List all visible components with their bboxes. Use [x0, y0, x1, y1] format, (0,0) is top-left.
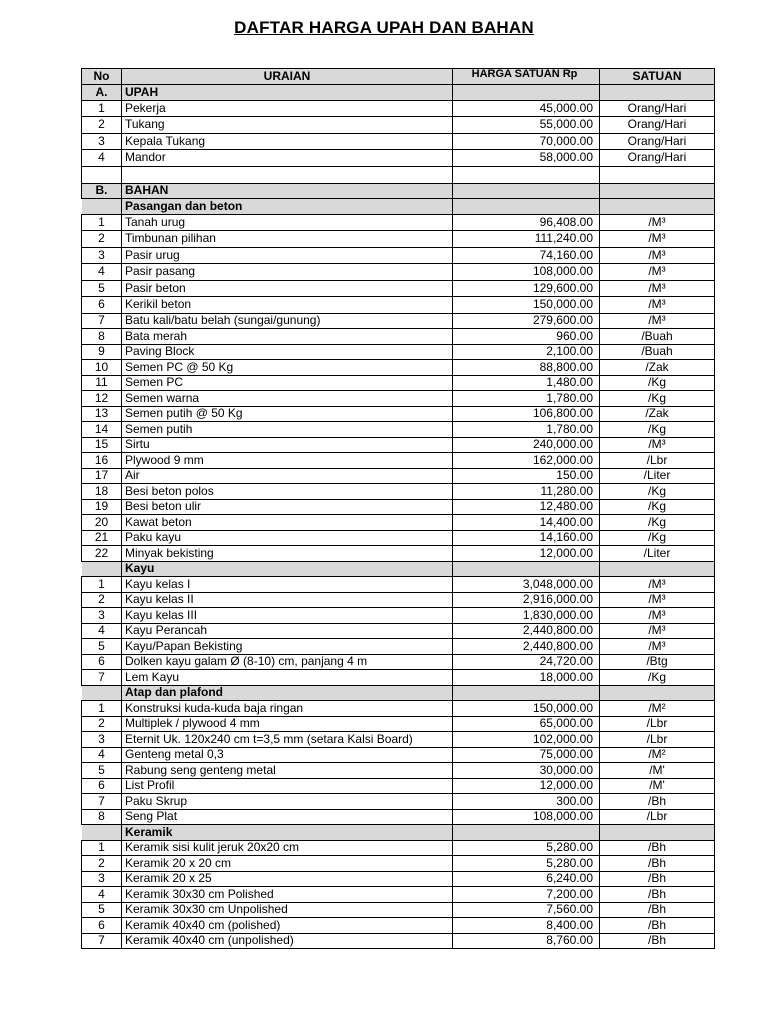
item-number: 7 [82, 933, 122, 949]
table-row [82, 391, 715, 407]
section-empty-cell [600, 183, 715, 199]
subsection-title: Kayu [122, 561, 453, 577]
header-uraian: URAIAN [122, 69, 453, 85]
section-code: B. [82, 183, 122, 199]
table-row [82, 840, 715, 856]
item-unit: /Buah [600, 344, 715, 360]
item-unit: /Kg [600, 530, 715, 546]
item-number: 20 [82, 515, 122, 531]
item-description: Semen putih [122, 422, 453, 438]
table-row [82, 654, 715, 670]
item-unit-price: 279,600.00 [453, 313, 600, 329]
item-number: 3 [82, 247, 122, 264]
item-unit-price: 30,000.00 [453, 763, 600, 779]
item-number: 12 [82, 391, 122, 407]
item-number: 7 [82, 794, 122, 810]
item-description: Mandor [122, 150, 453, 167]
item-unit-price: 58,000.00 [453, 150, 600, 167]
table-row [82, 577, 715, 593]
item-description: Kayu kelas II [122, 592, 453, 608]
item-number: 18 [82, 484, 122, 500]
item-description: Pasir beton [122, 280, 453, 297]
subsection-empty-cell [600, 199, 715, 215]
item-description: Bata merah [122, 329, 453, 345]
blank-cell [82, 166, 122, 183]
table-row [82, 280, 715, 297]
item-number: 5 [82, 763, 122, 779]
item-number: 4 [82, 623, 122, 639]
item-unit: /Zak [600, 360, 715, 376]
item-unit-price: 1,480.00 [453, 375, 600, 391]
table-row [82, 592, 715, 608]
item-unit: /Kg [600, 499, 715, 515]
table-row [82, 732, 715, 748]
table-row [82, 530, 715, 546]
item-unit: /M³ [600, 214, 715, 231]
item-unit-price: 1,780.00 [453, 391, 600, 407]
item-unit: /M³ [600, 231, 715, 248]
item-unit: /Bh [600, 840, 715, 856]
item-description: Keramik 20 x 20 cm [122, 856, 453, 872]
item-unit: /Lbr [600, 453, 715, 469]
table-row [82, 453, 715, 469]
subsection-empty-cell [600, 685, 715, 701]
item-number: 5 [82, 639, 122, 655]
item-number: 21 [82, 530, 122, 546]
item-description: Rabung seng genteng metal [122, 763, 453, 779]
item-description: Keramik 40x40 cm (unpolished) [122, 933, 453, 949]
item-description: Semen warna [122, 391, 453, 407]
item-unit-price: 111,240.00 [453, 231, 600, 248]
item-number: 8 [82, 329, 122, 345]
item-unit: /M² [600, 701, 715, 717]
table-row [82, 778, 715, 794]
table-header-row [82, 69, 715, 85]
item-description: Dolken kayu galam Ø (8-10) cm, panjang 4 m [122, 654, 453, 670]
table-row [82, 214, 715, 231]
item-description: Pasir urug [122, 247, 453, 264]
item-unit-price: 12,000.00 [453, 778, 600, 794]
item-unit-price: 55,000.00 [453, 117, 600, 134]
item-description: Keramik sisi kulit jeruk 20x20 cm [122, 840, 453, 856]
item-unit-price: 1,780.00 [453, 422, 600, 438]
table-row [82, 794, 715, 810]
item-description: Semen PC @ 50 Kg [122, 360, 453, 376]
subsection-empty-cell [600, 561, 715, 577]
item-unit: /M' [600, 763, 715, 779]
table-row [82, 264, 715, 281]
item-unit: /M³ [600, 280, 715, 297]
item-description: Paku Skrup [122, 794, 453, 810]
subsection-empty-cell [82, 561, 122, 577]
item-unit-price: 2,440,800.00 [453, 639, 600, 655]
header-satuan: SATUAN [600, 69, 715, 85]
subsection-row [82, 685, 715, 701]
item-unit-price: 70,000.00 [453, 133, 600, 150]
item-unit: /M³ [600, 623, 715, 639]
item-number: 6 [82, 918, 122, 934]
table-row [82, 933, 715, 949]
item-unit-price: 162,000.00 [453, 453, 600, 469]
item-description: Genteng metal 0,3 [122, 747, 453, 763]
table-row [82, 902, 715, 918]
price-table-body [82, 69, 715, 949]
item-description: Keramik 30x30 cm Polished [122, 887, 453, 903]
item-number: 7 [82, 313, 122, 329]
item-unit: /Liter [600, 468, 715, 484]
item-number: 5 [82, 902, 122, 918]
item-number: 11 [82, 375, 122, 391]
section-code: A. [82, 85, 122, 101]
item-description: Kayu kelas III [122, 608, 453, 624]
item-unit-price: 18,000.00 [453, 670, 600, 686]
subsection-title: Pasangan dan beton [122, 199, 453, 215]
item-description: Tukang [122, 117, 453, 134]
item-description: Semen putih @ 50 Kg [122, 406, 453, 422]
item-description: Paku kayu [122, 530, 453, 546]
table-row [82, 608, 715, 624]
item-unit-price: 240,000.00 [453, 437, 600, 453]
item-description: Air [122, 468, 453, 484]
item-unit-price: 5,280.00 [453, 856, 600, 872]
item-description: Keramik 20 x 25 [122, 871, 453, 887]
item-unit-price: 45,000.00 [453, 100, 600, 117]
item-unit: /Kg [600, 515, 715, 531]
item-unit: /M³ [600, 313, 715, 329]
item-number: 6 [82, 778, 122, 794]
item-unit: /Bh [600, 933, 715, 949]
item-unit-price: 7,560.00 [453, 902, 600, 918]
item-unit: /Lbr [600, 716, 715, 732]
subsection-empty-cell [82, 199, 122, 215]
item-number: 2 [82, 592, 122, 608]
item-number: 5 [82, 280, 122, 297]
item-number: 14 [82, 422, 122, 438]
item-unit: /Btg [600, 654, 715, 670]
item-unit-price: 300.00 [453, 794, 600, 810]
item-unit: /M³ [600, 577, 715, 593]
table-row [82, 701, 715, 717]
subsection-empty-cell [453, 685, 600, 701]
table-row [82, 623, 715, 639]
item-unit-price: 3,048,000.00 [453, 577, 600, 593]
item-unit: /M³ [600, 437, 715, 453]
item-unit-price: 8,760.00 [453, 933, 600, 949]
item-number: 3 [82, 871, 122, 887]
item-unit-price: 106,800.00 [453, 406, 600, 422]
item-number: 2 [82, 716, 122, 732]
item-description: Sirtu [122, 437, 453, 453]
item-unit-price: 14,160.00 [453, 530, 600, 546]
item-unit: /M² [600, 747, 715, 763]
subsection-row [82, 561, 715, 577]
item-unit-price: 150.00 [453, 468, 600, 484]
blank-cell [600, 166, 715, 183]
item-number: 10 [82, 360, 122, 376]
table-row [82, 422, 715, 438]
item-unit: /Lbr [600, 732, 715, 748]
item-unit-price: 88,800.00 [453, 360, 600, 376]
item-number: 6 [82, 654, 122, 670]
table-row [82, 437, 715, 453]
table-row [82, 247, 715, 264]
subsection-empty-cell [600, 825, 715, 841]
subsection-empty-cell [82, 825, 122, 841]
item-number: 1 [82, 214, 122, 231]
item-description: Pasir pasang [122, 264, 453, 281]
item-description: Lem Kayu [122, 670, 453, 686]
item-unit-price: 108,000.00 [453, 264, 600, 281]
item-unit: /Buah [600, 329, 715, 345]
item-unit: /Bh [600, 871, 715, 887]
header-harga-satuan: HARGA SATUAN Rp [453, 69, 600, 85]
item-unit: /Bh [600, 902, 715, 918]
item-unit-price: 75,000.00 [453, 747, 600, 763]
table-row [82, 100, 715, 117]
item-unit-price: 1,830,000.00 [453, 608, 600, 624]
blank-cell [122, 166, 453, 183]
item-description: Kayu kelas I [122, 577, 453, 593]
table-row [82, 117, 715, 134]
item-unit: /M' [600, 778, 715, 794]
subsection-empty-cell [453, 825, 600, 841]
item-unit-price: 102,000.00 [453, 732, 600, 748]
table-row [82, 499, 715, 515]
item-description: Minyak bekisting [122, 546, 453, 562]
item-unit-price: 960.00 [453, 329, 600, 345]
item-unit-price: 96,408.00 [453, 214, 600, 231]
item-description: Kawat beton [122, 515, 453, 531]
item-description: Eternit Uk. 120x240 cm t=3,5 mm (setara Kalsi Board) [122, 732, 453, 748]
item-number: 1 [82, 577, 122, 593]
table-row [82, 670, 715, 686]
item-number: 22 [82, 546, 122, 562]
item-number: 3 [82, 133, 122, 150]
table-row [82, 360, 715, 376]
item-unit-price: 8,400.00 [453, 918, 600, 934]
table-row [82, 918, 715, 934]
subsection-empty-cell [453, 561, 600, 577]
item-unit: /Kg [600, 422, 715, 438]
item-unit: /Kg [600, 670, 715, 686]
item-number: 13 [82, 406, 122, 422]
item-number: 2 [82, 117, 122, 134]
item-number: 1 [82, 100, 122, 117]
item-unit: /Bh [600, 887, 715, 903]
item-description: Kayu Perancah [122, 623, 453, 639]
item-unit-price: 2,100.00 [453, 344, 600, 360]
section-name: BAHAN [122, 183, 453, 199]
item-unit: /M³ [600, 247, 715, 264]
section-row [82, 183, 715, 199]
table-row [82, 856, 715, 872]
section-empty-cell [453, 183, 600, 199]
table-row [82, 639, 715, 655]
item-unit: /Kg [600, 484, 715, 500]
subsection-empty-cell [453, 199, 600, 215]
item-unit-price: 6,240.00 [453, 871, 600, 887]
item-number: 8 [82, 809, 122, 825]
item-unit-price: 150,000.00 [453, 701, 600, 717]
item-number: 4 [82, 150, 122, 167]
item-description: Kayu/Papan Bekisting [122, 639, 453, 655]
item-number: 15 [82, 437, 122, 453]
item-description: Multiplek / plywood 4 mm [122, 716, 453, 732]
item-description: Besi beton polos [122, 484, 453, 500]
price-table [81, 68, 715, 949]
item-unit: /M³ [600, 608, 715, 624]
item-number: 17 [82, 468, 122, 484]
item-unit: /Liter [600, 546, 715, 562]
item-unit: Orang/Hari [600, 150, 715, 167]
table-row [82, 313, 715, 329]
item-unit: /Bh [600, 856, 715, 872]
item-unit: /Kg [600, 375, 715, 391]
item-number: 4 [82, 264, 122, 281]
header-no: No [82, 69, 122, 85]
item-unit-price: 24,720.00 [453, 654, 600, 670]
item-description: Kerikil beton [122, 297, 453, 314]
item-unit: /Lbr [600, 809, 715, 825]
item-number: 1 [82, 840, 122, 856]
item-description: Pekerja [122, 100, 453, 117]
item-number: 19 [82, 499, 122, 515]
item-unit: /M³ [600, 639, 715, 655]
item-number: 3 [82, 732, 122, 748]
item-number: 16 [82, 453, 122, 469]
item-description: Besi beton ulir [122, 499, 453, 515]
item-description: Paving Block [122, 344, 453, 360]
section-empty-cell [453, 85, 600, 101]
table-row [82, 406, 715, 422]
table-row [82, 231, 715, 248]
item-number: 2 [82, 231, 122, 248]
item-unit: /Kg [600, 391, 715, 407]
table-row [82, 133, 715, 150]
subsection-title: Keramik [122, 825, 453, 841]
item-unit: /Bh [600, 794, 715, 810]
item-number: 4 [82, 747, 122, 763]
item-unit-price: 150,000.00 [453, 297, 600, 314]
item-number: 3 [82, 608, 122, 624]
item-unit-price: 14,400.00 [453, 515, 600, 531]
table-row [82, 468, 715, 484]
item-unit-price: 65,000.00 [453, 716, 600, 732]
section-empty-cell [600, 85, 715, 101]
table-row [82, 716, 715, 732]
item-description: Keramik 30x30 cm Unpolished [122, 902, 453, 918]
table-row [82, 484, 715, 500]
subsection-title: Atap dan plafond [122, 685, 453, 701]
item-unit-price: 74,160.00 [453, 247, 600, 264]
item-unit-price: 11,280.00 [453, 484, 600, 500]
item-unit-price: 129,600.00 [453, 280, 600, 297]
table-row [82, 747, 715, 763]
item-unit-price: 2,440,800.00 [453, 623, 600, 639]
item-unit: /Bh [600, 918, 715, 934]
item-number: 9 [82, 344, 122, 360]
table-row [82, 763, 715, 779]
item-description: Kepala Tukang [122, 133, 453, 150]
item-description: Keramik 40x40 cm (polished) [122, 918, 453, 934]
table-row [82, 871, 715, 887]
item-unit-price: 2,916,000.00 [453, 592, 600, 608]
item-unit-price: 12,480.00 [453, 499, 600, 515]
blank-cell [453, 166, 600, 183]
item-unit: Orang/Hari [600, 133, 715, 150]
item-unit: Orang/Hari [600, 100, 715, 117]
item-unit-price: 7,200.00 [453, 887, 600, 903]
page-title [0, 18, 768, 38]
table-row [82, 546, 715, 562]
item-unit: /M³ [600, 264, 715, 281]
table-row [82, 375, 715, 391]
item-number: 7 [82, 670, 122, 686]
subsection-empty-cell [82, 685, 122, 701]
item-description: Timbunan pilihan [122, 231, 453, 248]
item-description: Seng Plat [122, 809, 453, 825]
item-description: Tanah urug [122, 214, 453, 231]
item-unit-price: 5,280.00 [453, 840, 600, 856]
table-row [82, 515, 715, 531]
section-name: UPAH [122, 85, 453, 101]
item-number: 4 [82, 887, 122, 903]
item-number: 2 [82, 856, 122, 872]
section-row [82, 85, 715, 101]
page-title-text: DAFTAR HARGA UPAH DAN BAHAN [234, 18, 534, 37]
item-description: Konstruksi kuda-kuda baja ringan [122, 701, 453, 717]
item-unit: Orang/Hari [600, 117, 715, 134]
item-description: Batu kali/batu belah (sungai/gunung) [122, 313, 453, 329]
table-row [82, 887, 715, 903]
table-row [82, 809, 715, 825]
item-unit: /Zak [600, 406, 715, 422]
subsection-row [82, 199, 715, 215]
table-row [82, 344, 715, 360]
table-row [82, 150, 715, 167]
item-number: 1 [82, 701, 122, 717]
item-unit: /M³ [600, 297, 715, 314]
subsection-row [82, 825, 715, 841]
table-row [82, 329, 715, 345]
item-description: Semen PC [122, 375, 453, 391]
item-unit: /M³ [600, 592, 715, 608]
blank-row [82, 166, 715, 183]
item-unit-price: 108,000.00 [453, 809, 600, 825]
table-row [82, 297, 715, 314]
item-description: Plywood 9 mm [122, 453, 453, 469]
item-unit-price: 12,000.00 [453, 546, 600, 562]
item-description: List Profil [122, 778, 453, 794]
item-number: 6 [82, 297, 122, 314]
